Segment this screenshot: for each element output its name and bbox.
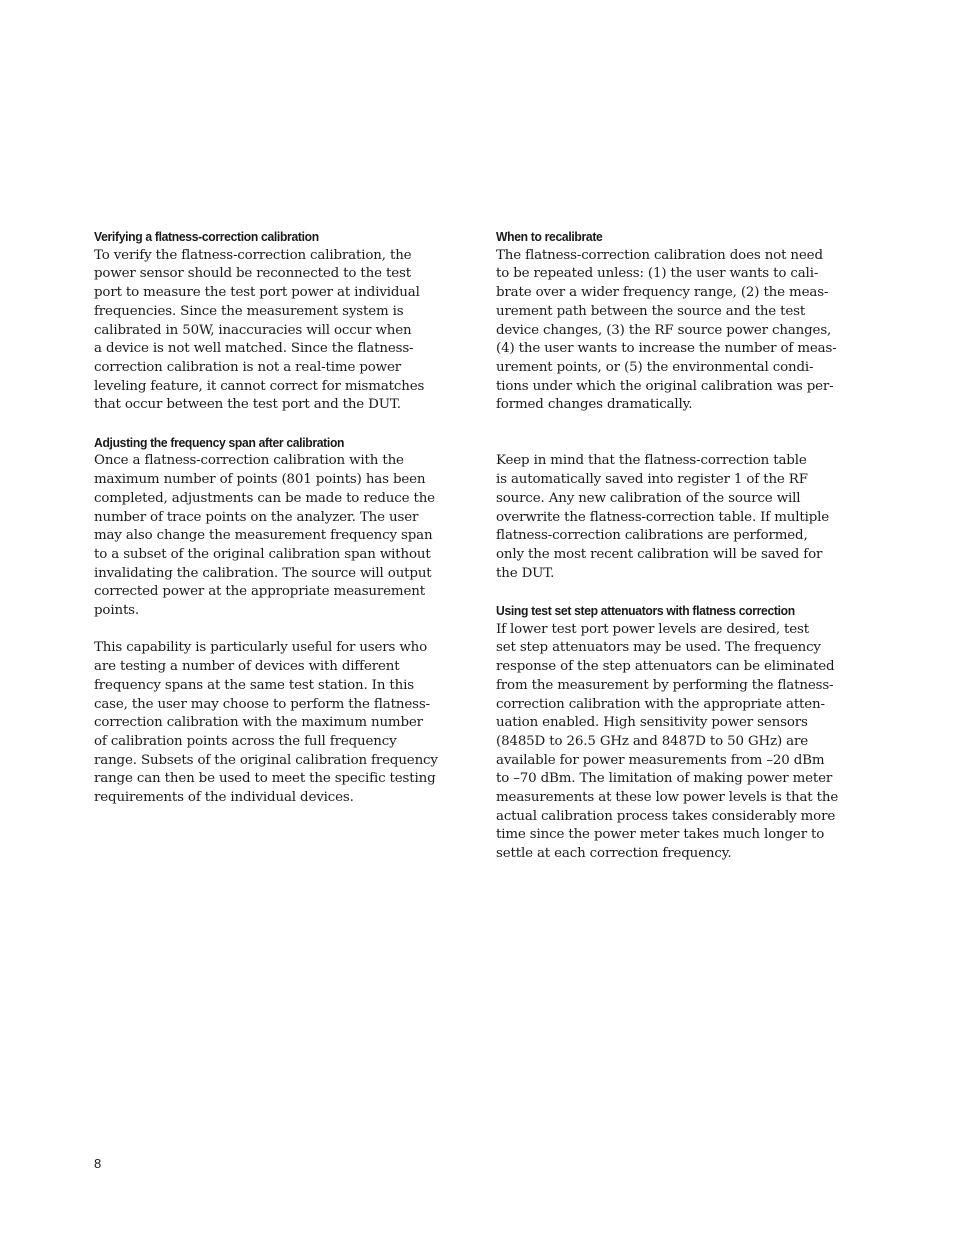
body-line: actual calibration process takes considerably more	[496, 808, 836, 824]
section-step-attenuators	[496, 602, 864, 864]
body-line: invalidating the calibration. The source will output	[94, 565, 432, 581]
section-heading: When to recalibrate	[496, 229, 603, 244]
body-line: maximum number of points (801 points) has been	[94, 472, 426, 488]
body-line: of calibration points across the full frequency	[94, 733, 397, 749]
body-line: tions under which the original calibration was per-	[496, 378, 834, 394]
body-line: settle at each correction frequency.	[496, 846, 732, 862]
body-line: overwrite the flatness-correction table. If multiple	[496, 509, 830, 525]
body-line: corrected power at the appropriate measurement	[94, 584, 425, 600]
body-line: case, the user may choose to perform the flatness-	[94, 696, 430, 712]
section-when-to-recalibrate	[496, 228, 864, 583]
body-line: response of the step attenuators can be eliminated	[496, 659, 835, 675]
body-line: To verify the flatness-correction calibration, the	[94, 247, 412, 263]
body-line: formed changes dramatically.	[496, 397, 693, 413]
body-line: If lower test port power levels are desired, test	[496, 621, 809, 637]
section-heading: Adjusting the frequency span after calibration	[94, 434, 345, 450]
body-line: from the measurement by performing the flatness-	[496, 677, 834, 693]
body-line: only the most recent calibration will be saved for	[496, 546, 823, 562]
body-line: Keep in mind that the flatness-correction table	[496, 453, 807, 469]
body-line: the DUT.	[496, 565, 555, 581]
paragraph-spacer	[496, 434, 864, 453]
body-line: flatness-correction calibrations are performed,	[496, 528, 808, 544]
left-column	[94, 228, 462, 808]
body-line: requirements of the individual devices.	[94, 790, 354, 806]
body-line: The flatness-correction calibration does not need	[496, 247, 823, 263]
body-line: completed, adjustments can be made to reduce the	[94, 490, 435, 506]
body-line: to –70 dBm. The limitation of making power meter	[496, 771, 833, 787]
section-heading: Using test set step attenuators with flatness correction	[496, 603, 795, 619]
body-line: source. Any new calibration of the source will	[496, 490, 801, 506]
body-line: correction calibration with the appropriate atten-	[496, 696, 825, 712]
body-line: range can then be used to meet the specific testing	[94, 771, 436, 787]
body-line: measurements at these low power levels is that the	[496, 790, 839, 806]
body-line: uation enabled. High sensitivity power sensors	[496, 715, 808, 731]
body-line: time since the power meter takes much longer to	[496, 827, 825, 843]
body-line: (8485D to 26.5 GHz and 8487D to 50 GHz) are	[496, 733, 809, 749]
body-line: are testing a number of devices with different	[94, 659, 400, 675]
body-line: port to measure the test port power at individual	[94, 285, 420, 301]
paragraph-spacer	[94, 621, 462, 640]
body-line: correction calibration is not a real-time power	[94, 359, 402, 375]
body-line: power sensor should be reconnected to the test	[94, 266, 411, 282]
body-line: leveling feature, it cannot correct for mismatches	[94, 378, 425, 394]
right-column	[496, 228, 864, 864]
body-line: device changes, (3) the RF source power changes,	[496, 322, 832, 338]
body-line: (4) the user wants to increase the number of meas-	[496, 341, 837, 357]
paragraph-spacer	[94, 415, 462, 434]
body-line: frequency spans at the same test station. In this	[94, 677, 414, 693]
body-line: points.	[94, 603, 139, 619]
body-line: brate over a wider frequency range, (2) the meas-	[496, 285, 829, 301]
body-line: to a subset of the original calibration span without	[94, 546, 431, 562]
paragraph-spacer	[496, 583, 864, 602]
body-line: Once a flatness-correction calibration with the	[94, 453, 404, 469]
body-line: number of trace points on the analyzer. The user	[94, 509, 419, 525]
paragraph-spacer	[496, 415, 864, 434]
body-line: set step attenuators may be used. The frequency	[496, 640, 821, 656]
body-line: correction calibration with the maximum number	[94, 715, 423, 731]
section-adjusting-span	[94, 434, 462, 808]
body-line: urement path between the source and the test	[496, 303, 806, 319]
body-line: may also change the measurement frequency span	[94, 528, 433, 544]
body-line: urement points, or (5) the environmental condi-	[496, 359, 814, 375]
body-line: a device is not well matched. Since the flatness-	[94, 341, 414, 357]
body-line: This capability is particularly useful for users who	[94, 640, 428, 656]
section-heading: Verifying a flatness-correction calibration	[94, 229, 319, 244]
section-verifying-calibration	[94, 228, 462, 415]
body-line: available for power measurements from –20 dBm	[496, 752, 825, 768]
body-line: frequencies. Since the measurement system is	[94, 303, 404, 319]
page-number: 8	[94, 1156, 102, 1171]
body-line: that occur between the test port and the DUT.	[94, 397, 401, 413]
body-line: calibrated in 50W, inaccuracies will occur when	[94, 322, 412, 338]
body-line: is automatically saved into register 1 of the RF	[496, 472, 808, 488]
body-line: to be repeated unless: (1) the user wants to cali-	[496, 266, 819, 282]
body-line: range. Subsets of the original calibration frequency	[94, 752, 438, 768]
